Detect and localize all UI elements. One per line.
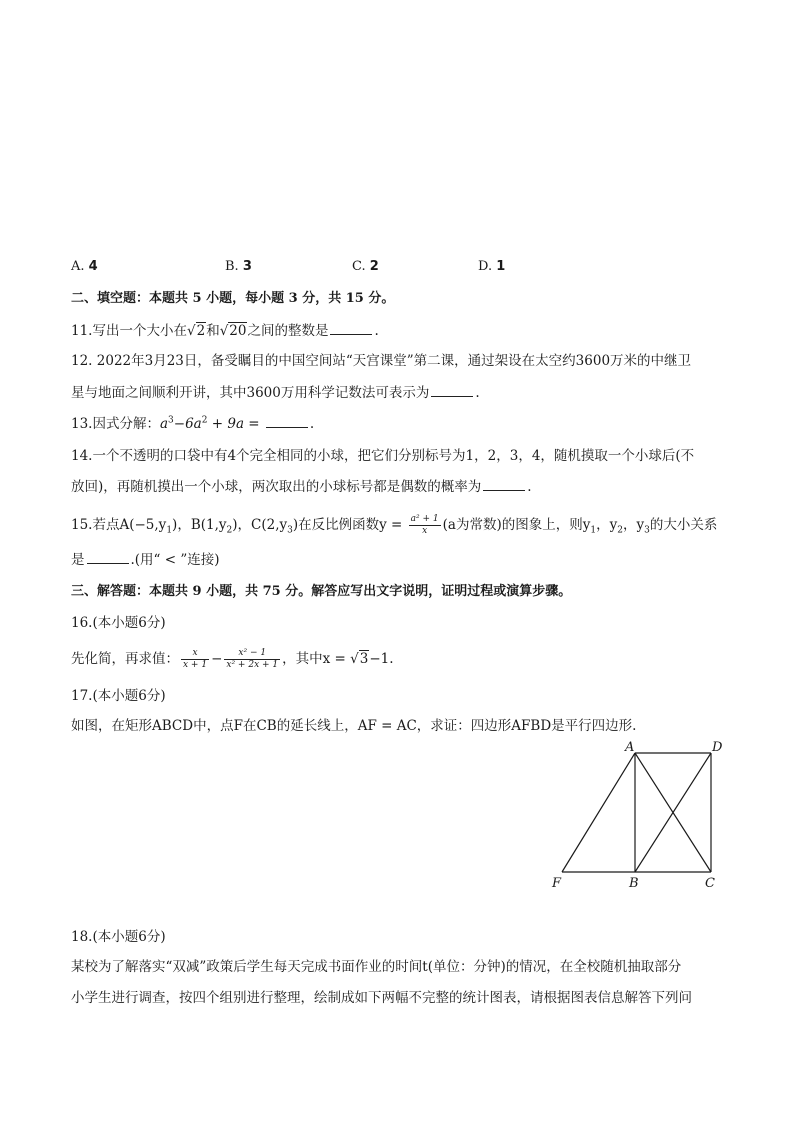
- answer-blank: [330, 322, 372, 335]
- q15-sub: 1: [166, 525, 173, 536]
- question-15-line-2: [71, 551, 220, 569]
- q13-end: .: [309, 416, 315, 432]
- q13-term-b: −6a: [173, 416, 202, 432]
- q16-radicand: 3: [359, 651, 369, 667]
- q13-term-a: a: [159, 416, 169, 432]
- q13-exp-1: 3: [168, 415, 174, 426]
- q11-suffix: 之间的整数是: [247, 323, 329, 339]
- question-13: [71, 415, 314, 433]
- fraction-denominator: x: [422, 526, 428, 536]
- q11-prefix: 11.写出一个大小在: [71, 323, 187, 339]
- sqrt-icon: √: [219, 323, 229, 339]
- q15-part-f: ，y: [596, 517, 618, 533]
- label-f: F: [552, 876, 562, 891]
- answer-blank: [431, 384, 473, 397]
- q15-part-c: )，C(2,y: [232, 517, 288, 533]
- q15-part-a: 15.若点A(−5,y: [71, 517, 167, 533]
- label-b: B: [629, 876, 639, 891]
- fraction-denominator: x² + 2x + 1: [226, 660, 279, 670]
- question-18-line-2: 小学生进行调查，按四个组别进行整理，绘制成如下两幅不完整的统计图表，请根据图表信息解答下列问: [71, 990, 692, 1006]
- fraction-denominator: x + 1: [183, 660, 208, 670]
- option-a-label: A.: [71, 259, 85, 274]
- answer-blank: [266, 415, 308, 428]
- option-c: [352, 259, 379, 274]
- question-15-line-1: [71, 514, 717, 537]
- section-2-title: 二、填空题：本题共 5 小题，每小题 3 分，共 15 分。: [71, 291, 395, 306]
- q15-part-h: 的大小关系: [649, 517, 718, 533]
- fraction-numerator: a² + 1: [410, 514, 439, 524]
- q12-text: 星与地面之间顺利开讲，其中3600万用科学记数法可表示为: [71, 385, 430, 401]
- q15-line2-suffix: .(用“ < ”连接): [130, 552, 220, 568]
- q16-tail: −1.: [369, 651, 394, 667]
- q16-fraction-2: [224, 648, 280, 671]
- fraction-numerator: x² − 1: [224, 648, 280, 660]
- fraction-numerator: x: [181, 648, 209, 660]
- q15-part-d: )在反比例函数y =: [292, 517, 407, 533]
- q15-sub: 2: [226, 525, 233, 536]
- question-18-head: 18.(本小题6分): [71, 929, 166, 945]
- question-18-line-1: 某校为了解落实“双减”政策后学生每天完成书面作业的时间t(单位：分钟)的情况，在全校随机抽取部分: [71, 959, 682, 975]
- q16-prefix: 先化简，再求值：: [71, 651, 179, 667]
- label-a: A: [625, 740, 635, 755]
- q13-exp-2: 2: [201, 415, 208, 426]
- label-c: C: [705, 876, 715, 891]
- section-3-title: 三、解答题：本题共 9 小题，共 75 分。解答应写出文字说明，证明过程或演算步骤。: [71, 584, 572, 599]
- question-16-body: [71, 648, 394, 671]
- q13-prefix: 13.因式分解：: [71, 416, 160, 432]
- q16-minus: −: [211, 651, 223, 667]
- question-11: [71, 322, 379, 340]
- q15-sub: 1: [590, 525, 597, 536]
- q11-radicand-1: 2: [196, 323, 206, 339]
- q14-text: 放回)，再随机摸出一个小球，两次取出的小球标号都是偶数的概率为: [71, 479, 482, 495]
- q15-fraction: [409, 514, 441, 537]
- q11-radicand-2: 20: [229, 323, 247, 339]
- question-16-head: 16.(本小题6分): [71, 615, 166, 631]
- option-a: [71, 259, 98, 274]
- q11-end: .: [374, 323, 379, 339]
- answer-blank: [483, 478, 525, 491]
- sqrt-icon: √: [186, 323, 196, 339]
- question-12-line-2: [71, 384, 480, 402]
- q16-fraction-1: [181, 648, 209, 671]
- question-17-body: 如图，在矩形ABCD中，点F在CB的延长线上，AF = AC，求证：四边形AFBD是平行四边形.: [71, 718, 637, 734]
- option-d-value: 1: [496, 259, 506, 274]
- q15-part-g: ，y: [622, 517, 645, 533]
- option-a-value: 4: [88, 259, 98, 274]
- q14-end: .: [527, 479, 532, 495]
- question-12-line-1: 12. 2022年3月23日，备受瞩目的中国空间站“天宫课堂”第二课，通过架设在太空约3600万米的中继卫: [71, 353, 692, 369]
- q11-mid: 和: [206, 323, 220, 339]
- q16-mid: ，其中x =: [282, 651, 351, 667]
- segment-af: [562, 753, 635, 872]
- answer-blank: [87, 551, 129, 564]
- q15-sub: 3: [644, 525, 650, 536]
- q15-part-e: (a为常数)的图象上，则y: [442, 517, 591, 533]
- option-d: [478, 259, 505, 274]
- q12-end: .: [475, 385, 480, 401]
- option-b-value: 3: [242, 259, 252, 274]
- question-14-line-1: 14.一个不透明的口袋中有4个完全相同的小球，把它们分别标号为1，2，3，4，随机摸取一个小球后(不: [71, 448, 695, 464]
- option-b-label: B.: [225, 259, 239, 274]
- option-b: [225, 259, 252, 274]
- q13-term-c: + 9a =: [207, 416, 264, 432]
- label-d: D: [712, 740, 723, 755]
- option-d-label: D.: [478, 259, 493, 274]
- question-17-head: 17.(本小题6分): [71, 688, 166, 704]
- question-14-line-2: [71, 478, 532, 496]
- option-c-value: 2: [369, 259, 379, 274]
- q15-line2-prefix: 是: [71, 552, 85, 568]
- q15-sub: 2: [617, 525, 623, 536]
- q15-part-b: )，B(1,y: [172, 517, 227, 533]
- sqrt-icon: √: [350, 651, 359, 667]
- parallelogram-figure: [540, 735, 740, 895]
- q15-sub: 3: [287, 525, 293, 536]
- option-c-label: C.: [352, 259, 366, 274]
